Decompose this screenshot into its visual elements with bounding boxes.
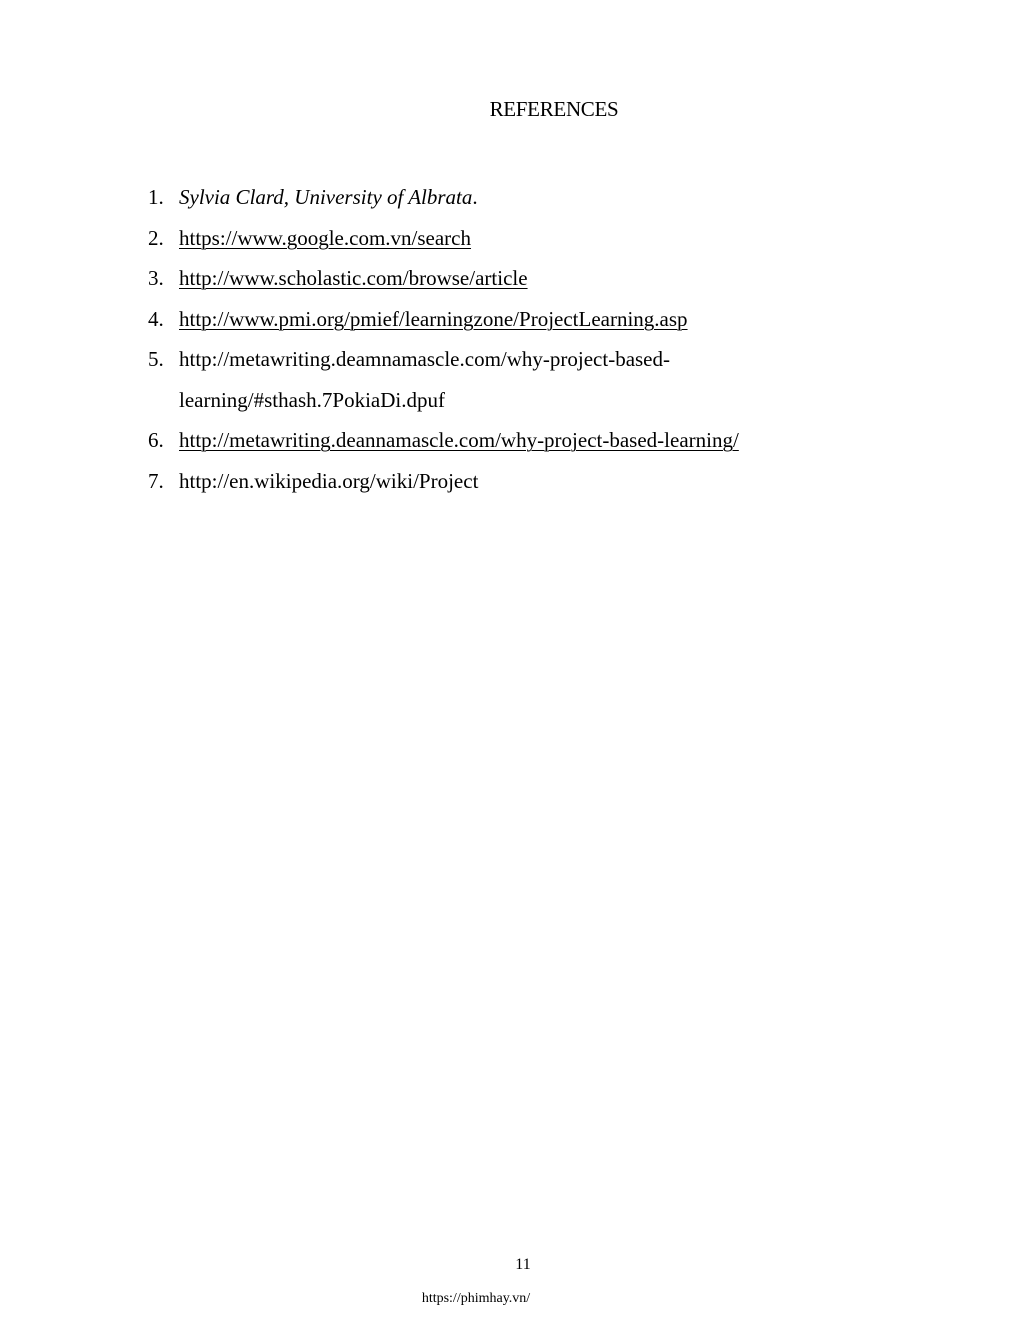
- page-title: REFERENCES: [489, 97, 619, 121]
- reference-number: 2.: [148, 225, 164, 250]
- reference-url-wikipedia: http://en.wikipedia.org/wiki/Project: [179, 468, 479, 493]
- reference-link-google-search[interactable]: https://www.google.com.vn/search: [179, 225, 472, 250]
- reference-period: .: [472, 185, 478, 209]
- reference-item-6: [148, 420, 868, 461]
- reference-item-4: [148, 299, 868, 340]
- reference-number: 4.: [148, 306, 164, 331]
- reference-item-2: [148, 218, 868, 259]
- reference-number: 7.: [148, 468, 164, 493]
- reference-text: [179, 177, 868, 218]
- reference-number: 1.: [148, 185, 164, 209]
- reference-link-scholastic[interactable]: http://www.scholastic.com/browse/article: [179, 266, 528, 290]
- reference-author-source: Sylvia Clard, University of Albrata: [179, 185, 473, 209]
- reference-link-pmi[interactable]: http://www.pmi.org/pmief/learningzone/ProjectLearning.asp: [179, 306, 688, 331]
- reference-number: 6.: [148, 428, 164, 452]
- reference-item-3: [148, 258, 868, 299]
- reference-item-5: [148, 339, 868, 420]
- reference-number: 5.: [148, 347, 164, 371]
- reference-item-7: [148, 461, 868, 502]
- reference-number: 3.: [148, 266, 164, 290]
- references-list: [148, 177, 868, 501]
- reference-item-1: [148, 177, 868, 218]
- reference-link-metawriting[interactable]: http://metawriting.deannamascle.com/why-project-based-learning/: [179, 428, 739, 452]
- page-number: 11: [515, 1256, 531, 1273]
- footer-url: https://phimhay.vn/: [421, 1291, 531, 1306]
- reference-url-metawriting-sthash: http://metawriting.deamnamascle.com/why-project-based-learning/#sthash.7PokiaDi.dpuf: [179, 347, 670, 412]
